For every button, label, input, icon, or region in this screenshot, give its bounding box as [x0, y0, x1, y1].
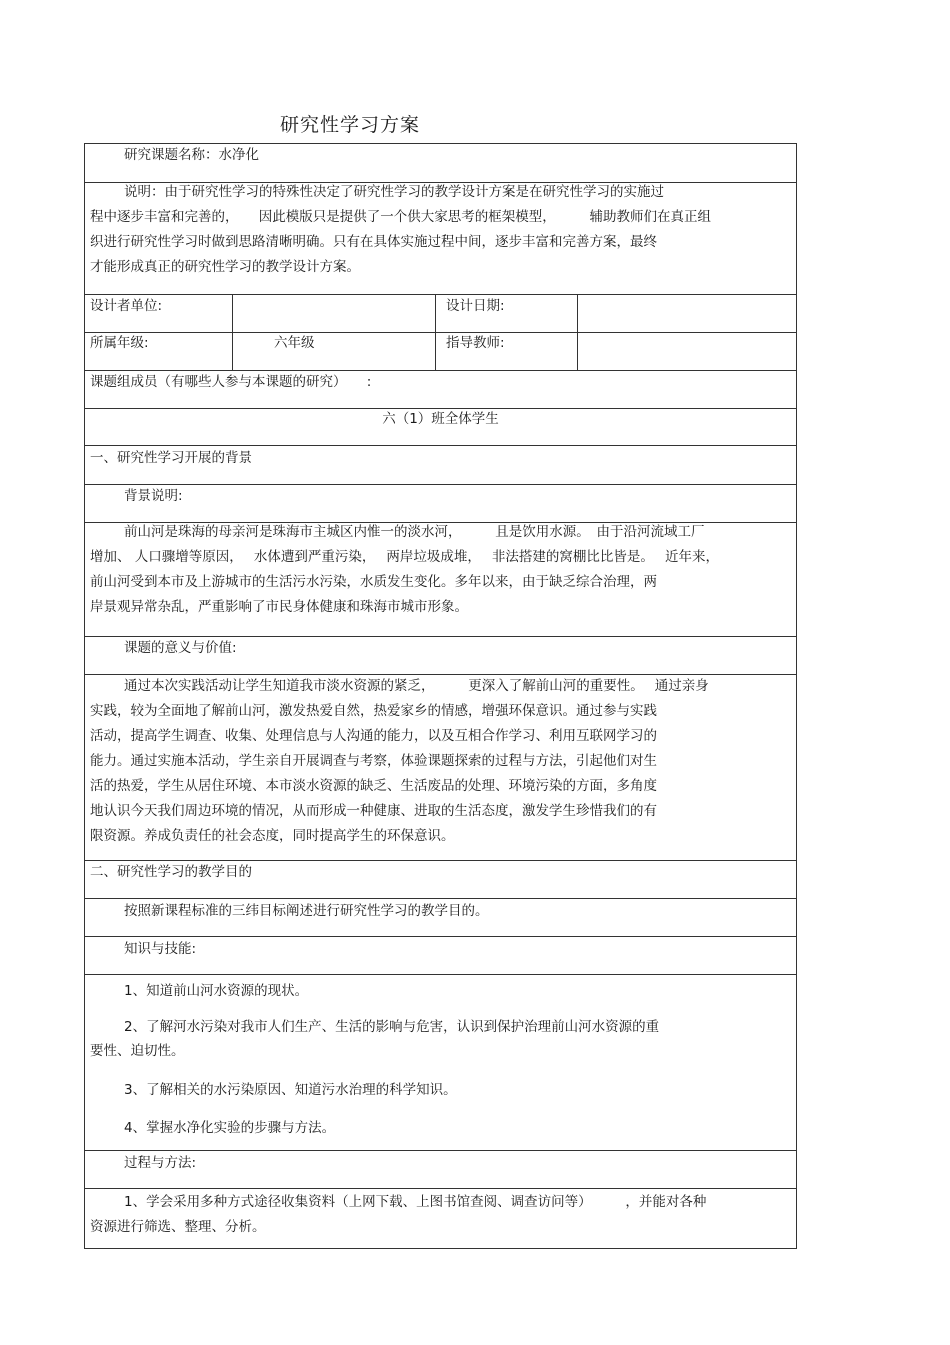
process-line: 1、学会采用多种方式途径收集资料（上网下载、上图书馆查阅、调查访问等） ，并能对各种 [124, 1194, 707, 1210]
intro-paragraph [85, 180, 711, 280]
value-paragraph [85, 674, 709, 849]
process-line: 资源进行筛选、整理、分析。 [90, 1219, 266, 1235]
members-value: 六（1）班全体学生 [382, 411, 499, 427]
background-line: 前山河受到本市及上游城市的生活污水污染，水质发生变化。多年以来，由于缺乏综合治理，两 [90, 574, 657, 590]
row-divider [85, 860, 796, 861]
value-line: 实践，较为全面地了解前山河，激发热爱自然，热爱家乡的情感，增强环保意识。通过参与实践 [90, 703, 657, 719]
grade-label: 所属年级: [90, 335, 149, 351]
row-divider [85, 636, 796, 637]
background-paragraph [85, 520, 719, 620]
knowledge-item-cont: 要性、迫切性。 [90, 1043, 185, 1059]
intro-line: 才能形成真正的研究性学习的教学设计方案。 [90, 259, 360, 275]
value-line: 活的热爱，学生从居住环境、本市淡水资源的缺乏、生活废品的处理、环境污染的方面，多角度 [90, 778, 657, 794]
knowledge-item: 3、了解相关的水污染原因、知道污水治理的科学知识。 [124, 1082, 457, 1098]
members-label: 课题组成员（有哪些人参与本课题的研究） : [90, 374, 372, 390]
value-line: 通过本次实践活动让学生知道我市淡水资源的紧乏， 更深入了解前山河的重要性。 通过亲身 [124, 678, 709, 694]
section1-heading: 一、研究性学习开展的背景 [90, 450, 252, 466]
background-label: 背景说明: [124, 488, 183, 504]
value-line: 能力。通过实施本活动，学生亲自开展调查与考察，体验课题探索的过程与方法，引起他们对生 [90, 753, 657, 769]
background-line: 前山河是珠海的母亲河是珠海市主城区内惟一的淡水河， 且是饮用水源。 由于沿河流域工厂 [124, 524, 705, 540]
row-divider [85, 445, 796, 446]
value-line: 限资源。养成负责任的社会态度，同时提高学生的环保意识。 [90, 828, 455, 844]
row-divider [85, 1150, 796, 1151]
col-divider [232, 294, 233, 370]
value-line: 活动，提高学生调查、收集、处理信息与人沟通的能力，以及互相合作学习、利用互联网学习的 [90, 728, 657, 744]
knowledge-item: 4、掌握水净化实验的步骤与方法。 [124, 1120, 336, 1136]
knowledge-item: 2、了解河水污染对我市人们生产、生活的影响与危害，认识到保护治理前山河水资源的重 [124, 1019, 660, 1035]
designer-unit-label: 设计者单位: [90, 298, 163, 314]
row-divider [85, 974, 796, 975]
advisor-label: 指导教师: [446, 335, 505, 351]
value-line: 地认识今天我们周边环境的情况，从而形成一种健康、进取的生活态度，激发学生珍惜我们的有 [90, 803, 657, 819]
objectives-intro: 按照新课程标准的三纬目标阐述进行研究性学习的教学目的。 [124, 903, 489, 919]
row-divider [85, 936, 796, 937]
row-divider [85, 1188, 796, 1189]
design-date-label: 设计日期: [446, 298, 505, 314]
section2-heading: 二、研究性学习的教学目的 [90, 864, 252, 880]
intro-line: 织进行研究性学习时做到思路清晰明确。只有在具体实施过程中间，逐步丰富和完善方案，最终 [90, 234, 657, 250]
row-divider [85, 332, 796, 333]
page-title: 研究性学习方案 [280, 114, 421, 136]
background-line: 岸景观异常杂乱，严重影响了市民身体健康和珠海市城市形象。 [90, 599, 468, 615]
col-divider [577, 294, 578, 370]
plan-table [84, 143, 797, 1249]
topic-name: 研究课题名称：水净化 [124, 147, 259, 163]
knowledge-label: 知识与技能: [124, 941, 197, 957]
intro-line: 程中逐步丰富和完善的， 因此模版只是提供了一个供大家思考的框架模型， 辅助教师们在真正组 [90, 209, 711, 225]
knowledge-item: 1、知道前山河水资源的现状。 [124, 983, 309, 999]
intro-line: 说明：由于研究性学习的特殊性决定了研究性学习的教学设计方案是在研究性学习的实施过 [124, 184, 664, 200]
row-divider [85, 898, 796, 899]
grade-value: 六年级 [274, 335, 315, 351]
row-divider [85, 370, 796, 371]
col-divider [435, 294, 436, 370]
row-divider [85, 294, 796, 295]
process-label: 过程与方法: [124, 1155, 197, 1171]
background-line: 增加、 人口骤增等原因， 水体遭到严重污染， 两岸垃圾成堆， 非法搭建的窝棚比比皆是。 近年来， [90, 549, 719, 565]
value-label: 课题的意义与价值: [124, 640, 237, 656]
process-paragraph [85, 1190, 706, 1240]
row-divider [85, 484, 796, 485]
